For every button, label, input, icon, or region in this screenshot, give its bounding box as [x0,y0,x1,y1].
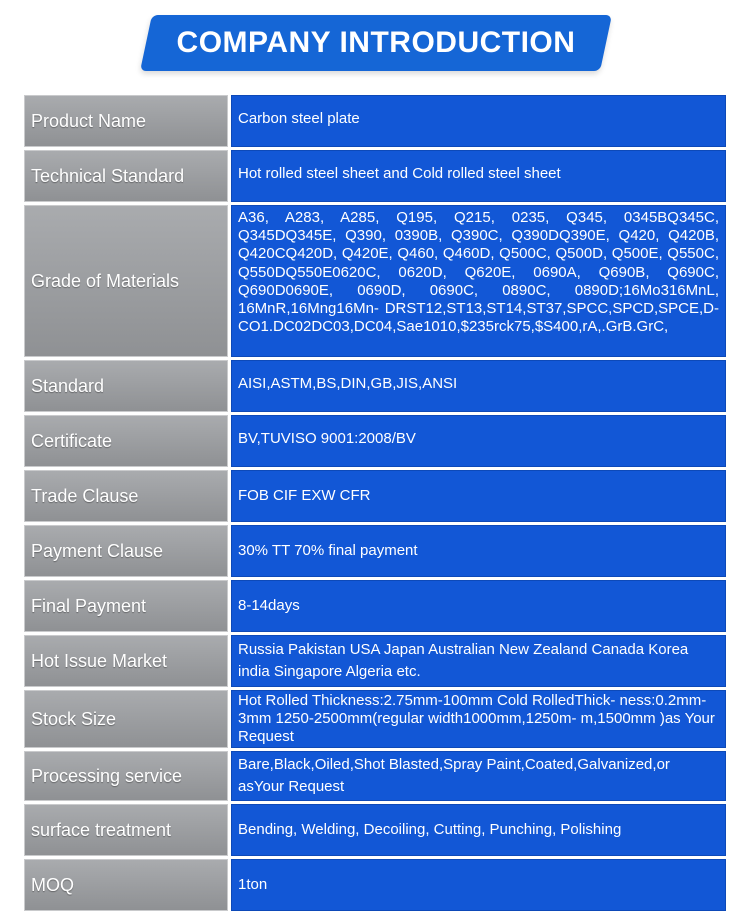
table-row [24,150,726,202]
row-value: 30% TT 70% final payment [231,525,726,577]
table-row [24,360,726,412]
row-value: 8-14days [231,580,726,632]
row-label: MOQ [24,859,228,911]
row-value: A36, A283, A285, Q195, Q215, 0235, Q345, 0345BQ345C, Q345DQ345E, Q390, 0390B, Q390C, Q390DQ390E, Q420, Q420B, Q420CQ420D, Q420E, Q460, Q460D, Q500C, Q500D, Q500E, Q550C, Q550DQ550E0620C, 0620D, Q620E, 0690A, Q690B, Q690C, Q690D0690E, 0690D, 0690C, 0890C, 0890D;16Mo316MnL, 16MnR,16Mng16Mn- DRST12,ST13,ST14,ST37,SPCC,SPCD,SPCE,D- CO1.DC02DC03,DC04,Sae1010,$235rck75,$S400,rA,.GrB.GrC, [231,205,726,357]
row-label: Product Name [24,95,228,147]
row-label: Technical Standard [24,150,228,202]
table-row [24,635,726,687]
row-value: Bending, Welding, Decoiling, Cutting, Punching, Polishing [231,804,726,856]
table-row [24,580,726,632]
row-label: Processing service [24,751,228,801]
row-label: Hot Issue Market [24,635,228,687]
table-row [24,470,726,522]
page-title: COMPANY INTRODUCTION [176,26,576,59]
row-label: Certificate [24,415,228,467]
row-value: Hot Rolled Thickness:2.75mm-100mm Cold RolledThick- ness:0.2mm-3mm 1250-2500mm(regular width1000mm,1250m- m,1500mm )as Your Request [231,690,726,748]
table-row [24,859,726,911]
row-value: AISI,ASTM,BS,DIN,GB,JIS,ANSI [231,360,726,412]
table-row [24,525,726,577]
row-value: Bare,Black,Oiled,Shot Blasted,Spray Paint,Coated,Galvanized,or asYour Request [231,751,726,801]
row-value: 1ton [231,859,726,911]
row-label: Trade Clause [24,470,228,522]
table-row [24,95,726,147]
row-value: Hot rolled steel sheet and Cold rolled steel sheet [231,150,726,202]
row-label: Final Payment [24,580,228,632]
row-value: FOB CIF EXW CFR [231,470,726,522]
row-label: surface treatment [24,804,228,856]
row-value: Russia Pakistan USA Japan Australian New Zealand Canada Korea india Singapore Algeria etc. [231,635,726,687]
table-row [24,205,726,357]
table-row [24,415,726,467]
row-value: Carbon steel plate [231,95,726,147]
row-label: Standard [24,360,228,412]
row-value: BV,TUVISO 9001:2008/BV [231,415,726,467]
spec-table [24,95,726,914]
row-label: Grade of Materials [24,205,228,357]
row-label: Stock Size [24,690,228,748]
table-row [24,804,726,856]
table-row [24,751,726,801]
row-label: Payment Clause [24,525,228,577]
table-row [24,690,726,748]
